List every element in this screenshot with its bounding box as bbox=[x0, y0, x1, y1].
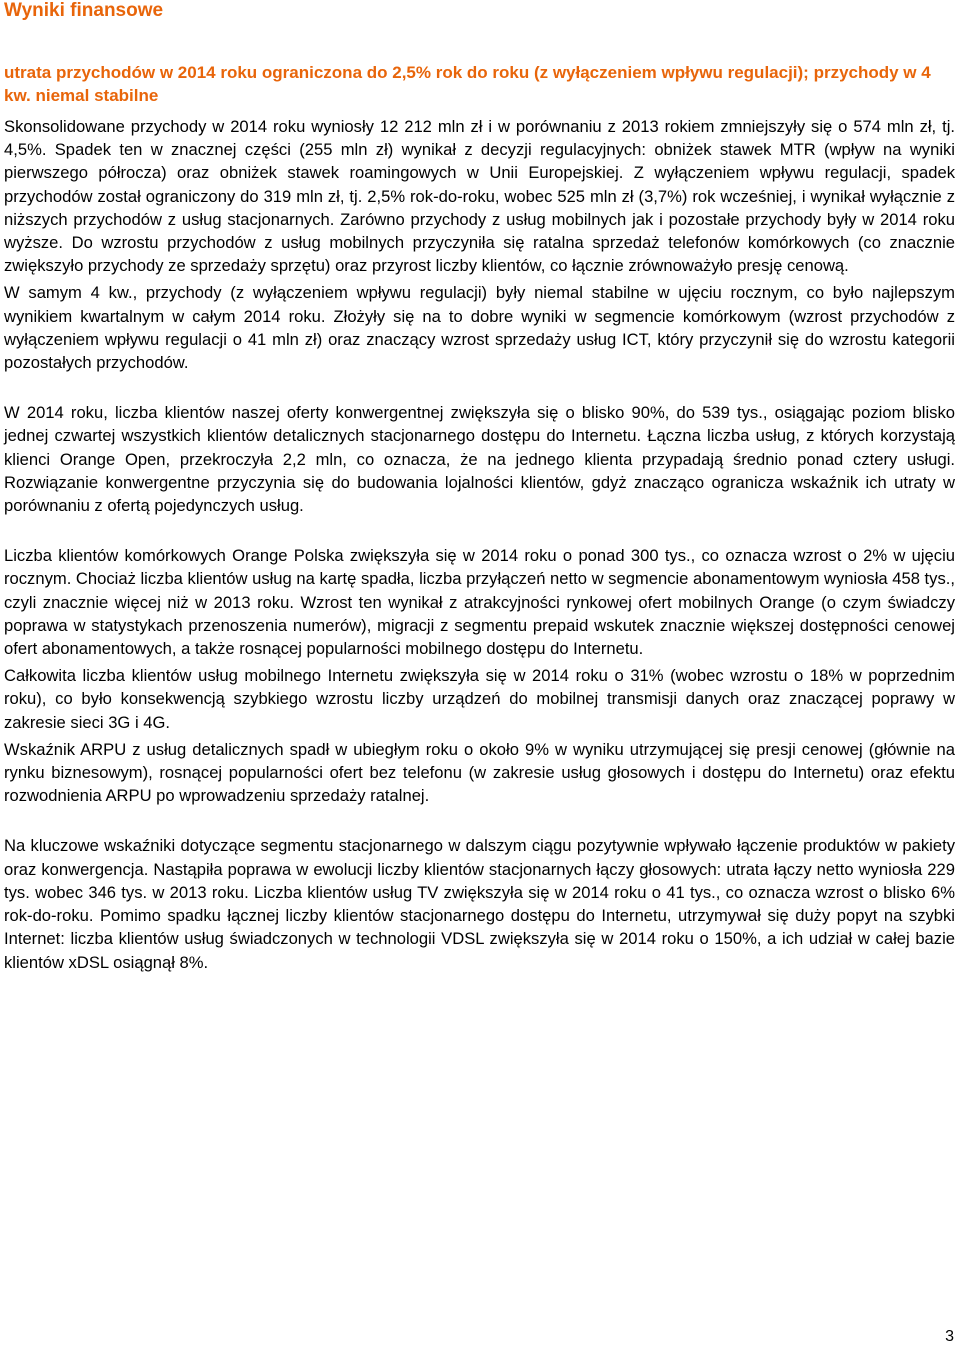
spacer bbox=[4, 807, 955, 834]
paragraph-convergent: W 2014 roku, liczba klientów naszej oferty konwergentnej zwiększyła się o blisko 90%, do 539 tys., osiągając poziom blisko jednej czwartej wszystkich klientów detalicznych stacjonarnego dostępu do Internetu. Łączna liczba usług, z których korzystają klienci Orange Open, przekroczyła 2,2 mln, co oznacza, że na jednego klienta przypadają średnio ponad cztery usługi. Rozwiązanie konwergentne przyczynia się do budowania lojalności klientów, gdyż znacząco ogranicza wskaźnik ich utraty w porównaniu z ofertą pojedynczych usług. bbox=[4, 403, 955, 516]
document-page bbox=[4, 0, 955, 974]
paragraph-arpu: Wskaźnik ARPU z usług detalicznych spadł w ubiegłym roku o około 9% w wyniku utrzymującej się presji cenowej (głównie na rynku biznesowym), rosnącej popularności ofert bez telefonu (w zakresie usług głosowych i dostępu do Internetu) oraz efektu rozwodnienia ARPU po wprowadzeniu sprzedaży ratalnej. bbox=[4, 739, 955, 806]
paragraph-fixed-segment: Na kluczowe wskaźniki dotyczące segmentu stacjonarnego w dalszym ciągu pozytywnie wpływało łączenie produktów w pakiety oraz konwergencja. Nastąpiła poprawa w ewolucji liczby klientów stacjonarnych łączy głosowych: utrata łączy netto wyniosła 229 tys. wobec 346 tys. w 2013 roku. Liczba klientów usług TV zwiększyła się w 2014 roku o 41 tys., co oznacza wzrost o blisko 6% rok-do-roku. Pomimo spadku łącznej liczby klientów stacjonarnego dostępu do Internetu, utrzymywał się duży popyt na szybki Internet: liczba klientów usług świadczonych w technologii VDSL zwiększyła się w 2014 roku o 150%, a ich udział w całej bazie klientów xDSL osiągnął 8%. bbox=[4, 836, 955, 972]
spacer bbox=[4, 374, 955, 401]
paragraph-mobile-clients: Liczba klientów komórkowych Orange Polska zwiększyła się w 2014 roku o ponad 300 tys., co oznacza wzrost o 2% w ujęciu rocznym. Chociaż liczba klientów usług na kartę spadła, liczba przyłączeń netto w segmencie abonamentowym wyniosła 458 tys., czyli znacznie więcej niż w 2013 roku. Wzrost ten wynikał z atrakcyjności rynkowej ofert mobilnych Orange (o czym świadczy poprawa w statystykach przenoszenia numerów), migracji z segmentu prepaid wskutek znacznie większej dostępności cenowej ofert abonamentowych, a także rosnącej popularności mobilnego dostępu do Internetu. bbox=[4, 546, 955, 659]
paragraph-mobile-internet: Całkowita liczba klientów usług mobilnego Internetu zwiększyła się w 2014 roku o 31% (wobec wzrostu o 18% w poprzednim roku), co było konsekwencją szybkiego wzrostu liczby urządzeń do mobilnej transmisji danych oraz znaczącej poprawy w zakresie sieci 3G i 4G. bbox=[4, 666, 955, 732]
spacer bbox=[4, 517, 955, 544]
section-title: Wyniki finansowe bbox=[4, 0, 164, 21]
paragraph-revenue: Skonsolidowane przychody w 2014 roku wyniosły 12 212 mln zł i w porównaniu z 2013 rokiem zmniejszyły się o 574 mln zł, tj. 4,5%. Spadek ten w znacznej części (255 mln zł) wynikał z decyzji regulacyjnych: obniżek stawek MTR (wpływ na wyniki pierwszego półrocza) oraz obniżek stawek roamingowych w Unii Europejskiej. Z wyłączeniem wpływu regulacji, spadek przychodów został ograniczony do 319 mln zł, tj. 2,5% rok-do-roku, wobec 525 mln zł (3,7%) rok wcześniej, i wynikał wyłącznie z niższych przychodów z usług stacjonarnych. Zarówno przychody z usług mobilnych jak i pozostałe przychody były w 2014 roku wyższe. Do wzrostu przychodów z usług mobilnych przyczyniła się ratalna sprzedaż telefonów komórkowych (co znacznie zwiększyło przychody ze sprzedaży sprzętu) oraz przyrost liczby klientów, co łącznie zrównoważyło presję cenową. bbox=[4, 117, 955, 276]
paragraph-q4: W samym 4 kw., przychody (z wyłączeniem wpływu regulacji) były niemal stabilne w ujęciu rocznym, co było najlepszym wynikiem kwartalnym w całym 2014 roku. Złożyły się na to dobre wyniki w segmencie komórkowym (wzrost przychodów z wyłączeniem wpływu regulacji o 41 mln zł) oraz znaczący wzrost sprzedaży usług ICT, który przyczynił się do wzrostu kategorii pozostałych przychodów. bbox=[4, 283, 955, 373]
page-number: 3 bbox=[945, 1328, 954, 1345]
subheading: utrata przychodów w 2014 roku ograniczona do 2,5% rok do roku (z wyłączeniem wpływu regulacji); przychody w 4 kw. niemal stabilne bbox=[4, 63, 931, 105]
